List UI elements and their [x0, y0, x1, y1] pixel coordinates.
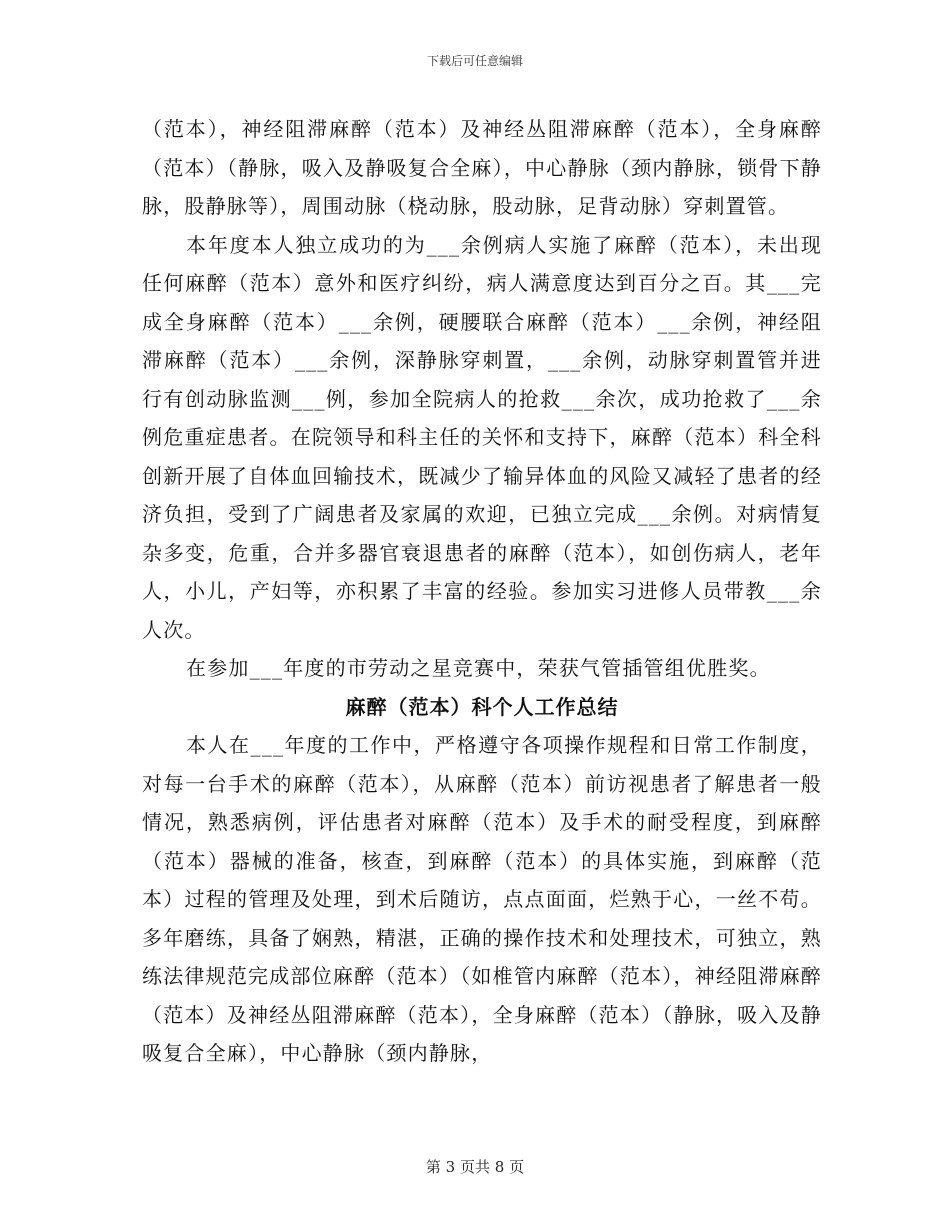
page-header-note: 下载后可任意编辑 [426, 54, 523, 68]
paragraph-award: 在参加___年度的市劳动之星竞赛中，荣获气管插管组优胜奖。 [186, 656, 771, 680]
section-title: 麻醉（范本）科个人工作总结 [345, 694, 619, 719]
page-number-footer: 第 3 页共 8 页 [425, 1158, 525, 1176]
paragraph-annual-statistics: 本年度本人独立成功的为___余例病人实施了麻醉（范本），未出现任何麻醉（范本）意外和医疗纠纷，病人满意度达到百分之百。其___完成全身麻醉（范本）___余例，硬腰联合麻醉（范本）___余例，神经阻滞麻醉（范本）___余例，深静脉穿刺置，___余例，动脉穿刺置管并进行有创动脉监测___例，参加全院病人的抢救___余次，成功抢救了___余例危重症患者。在院领导和科主任的关怀和支持下，麻醉（范本）科全科创新开展了自体血回输技术，既减少了输异体血的风险又减轻了患者的经济负担，受到了广阔患者及家属的欢迎，已独立完成___余例。对病情复杂多变，危重，合并多器官衰退患者的麻醉（范本），如创伤病人，老年人，小儿，产妇等，亦积累了丰富的经验。参加实习进修人员带教___余人次。 [142, 232, 822, 642]
paragraph-section-body: 本人在___年度的工作中，严格遵守各项操作规程和日常工作制度，对每一台手术的麻醉（范本），从麻醉（范本）前访视患者了解患者一般情况，熟悉病例，评估患者对麻醉（范本）及手术的耐受程度，到麻醉（范本）器械的准备，核查，到麻醉（范本）的具体实施，到麻醉（范本）过程的管理及处理，到术后随访，点点面面，烂熟于心，一丝不苟。多年磨练，具备了娴熟，精湛，正确的操作技术和处理技术，可独立，熟练法律规范完成部位麻醉（范本）（如椎管内麻醉（范本），神经阻滞麻醉（范本）及神经丛阻滞麻醉（范本），全身麻醉（范本）（静脉，吸入及静吸复合全麻），中心静脉（颈内静脉， [142, 733, 822, 1065]
paragraph-continuation: （范本），神经阻滞麻醉（范本）及神经丛阻滞麻醉（范本），全身麻醉（范本）（静脉，吸入及静吸复合全麻），中心静脉（颈内静脉，锁骨下静脉，股静脉等），周围动脉（桡动脉，股动脉，足背动脉）穿刺置管。 [142, 117, 822, 218]
document-body [142, 110, 822, 1073]
